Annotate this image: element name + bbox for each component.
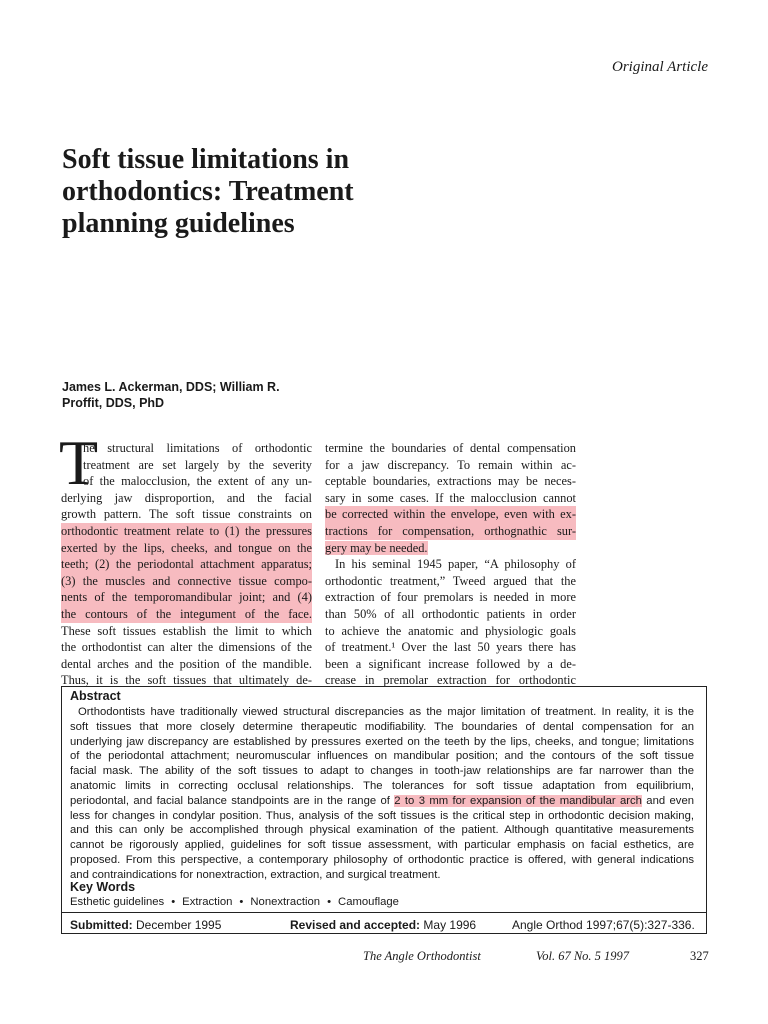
abstract-line: proposed. From this perspective, a contemporary philosophy of orthodontic practice is offered, with general indications	[70, 853, 694, 866]
body-line: crease in premolar extraction for orthodontic	[325, 673, 576, 688]
title-line: orthodontics: Treatment	[62, 176, 354, 207]
body-line	[325, 540, 576, 557]
body-line: of treatment.¹ Over the last 50 years there has	[325, 640, 576, 655]
abstract-line: anatomic limits in correcting occlusal relationships. The tolerances for soft tissue adaptation from equilibrium,	[70, 779, 694, 792]
article-type-label: Original Article	[612, 59, 708, 75]
highlighted-body-line: orthodontic treatment relate to (1) the pressures	[61, 523, 312, 538]
divider	[61, 912, 707, 913]
revised-label: Revised and accepted:	[290, 918, 421, 932]
body-line: of the malocclusion, the extent of any un-	[83, 474, 312, 489]
highlighted-body-line: teeth; (2) the periodontal attachment apparatus;	[61, 557, 312, 572]
body-column-left	[59, 427, 312, 689]
page-number: 327	[690, 949, 709, 963]
author-line: Proffit, DDS, PhD	[62, 396, 165, 410]
highlighted-phrase: gery may be needed.	[325, 540, 428, 555]
bullet-icon: •	[327, 896, 332, 908]
abstract-line: of the periodontal attachment; neuromuscular influences on mandibular position; and the contours of the soft tissue	[70, 750, 694, 763]
highlighted-body-line: nents of the temporomandibular joint; and (4)	[61, 590, 312, 605]
highlighted-body-line: (3) the muscles and connective tissue compo-	[61, 573, 312, 588]
drop-cap: T	[59, 427, 99, 498]
highlighted-phrase: 2 to 3 mm for expansion of the mandibular arch	[394, 794, 642, 807]
body-line: the orthodontist can alter the dimensions of the	[61, 640, 312, 655]
body-line: These soft tissues establish the limit to which	[61, 623, 312, 638]
abstract-line: less for changes in condylar position. Thus, analysis of the soft tissues is the critical step in orthodontic decision making,	[70, 809, 694, 822]
body-line: ceptable boundaries, extractions may be neces-	[325, 474, 576, 489]
abstract-line: underlying jaw discrepancy are established by pressures exerted on the teeth by the lips, cheeks, and tongue; limitations	[70, 735, 694, 748]
body-line: he structural limitations of orthodontic	[83, 441, 312, 455]
abstract-line: cannot be rigorously applied, guidelines for soft tissue assessment, with particular emphasis on facial esthetics, are	[70, 839, 694, 852]
keyword: Nonextraction	[250, 896, 321, 908]
revised-date: May 1996	[423, 918, 477, 932]
revised-info	[290, 918, 476, 932]
issue-info: Vol. 67 No. 5 1997	[536, 949, 630, 963]
abstract-body	[70, 705, 694, 883]
title-line: Soft tissue limitations in	[62, 144, 350, 175]
author-list	[62, 379, 362, 411]
highlighted-body-line: exerted by the lips, cheeks, and tongue on the	[61, 540, 312, 555]
abstract-line: facial mask. The ability of the soft tissues to adapt to changes in tooth-jaw relationships are far narrower than the	[70, 765, 694, 778]
body-column-right	[325, 440, 576, 689]
body-line: derlying jaw disproportion, and the facial	[61, 490, 312, 505]
abstract-line: periodontal, and facial balance standpoints are in the range of 2 to 3 mm for expansion of the mandibular arch and even	[70, 794, 695, 807]
body-line: Thus, it is the soft tissues that ultimately de-	[61, 673, 312, 688]
body-line: sary in some cases. If the malocclusion cannot	[325, 490, 576, 505]
submitted-info	[70, 918, 221, 932]
abstract-line: Orthodontists have traditionally viewed structural discrepancies as the major limitation of treatment. In reality, it is the	[78, 706, 694, 718]
journal-name: The Angle Orthodontist	[363, 949, 481, 963]
body-line: extraction of four premolars is needed in more	[325, 590, 576, 605]
bullet-icon: •	[239, 896, 244, 908]
bullet-icon: •	[171, 896, 176, 908]
abstract-line: and contraindications for nonextraction, extraction, and surgical treatment.	[70, 868, 441, 881]
body-line: dental arches and the position of the mandible.	[61, 656, 312, 671]
keyword: Esthetic guidelines	[70, 896, 165, 908]
body-line: to achieve the anatomic and physiologic goals	[325, 623, 576, 638]
body-line: growth pattern. The soft tissue constraints on	[61, 507, 312, 522]
body-line: orthodontic treatment,” Tweed argued that the	[325, 573, 576, 588]
body-line: treatment are set largely by the severity	[83, 457, 312, 472]
keywords-heading: Key Words	[70, 880, 136, 894]
keyword: Extraction	[182, 896, 233, 908]
abstract-line: soft tissues that more closely determine therapeutic modifiability. The boundaries of dental compensation for an	[70, 720, 694, 733]
body-line: In his seminal 1945 paper, “A philosophy of	[335, 557, 576, 572]
abstract-heading: Abstract	[70, 689, 121, 703]
highlighted-body-line: be corrected within the envelope, even with ex-	[325, 507, 576, 522]
article-title	[62, 144, 482, 240]
keywords-list	[70, 896, 399, 908]
highlighted-body-line: tractions for compensation, orthognathic sur-	[325, 523, 576, 538]
citation: Angle Orthod 1997;67(5):327-336.	[512, 918, 695, 932]
abstract-line: and this can only be accomplished through physical examination of the patient. Although quantitative measurements	[70, 824, 694, 837]
highlighted-body-line: the contours of the integument of the face.	[61, 606, 312, 621]
submitted-date: December 1995	[136, 918, 222, 932]
body-line: for a jaw discrepancy. To remain within ac-	[325, 457, 576, 472]
keyword: Camouflage	[338, 896, 399, 908]
body-line: termine the boundaries of dental compensation	[325, 441, 576, 455]
submitted-label: Submitted:	[70, 918, 133, 932]
author-line: James L. Ackerman, DDS; William R.	[62, 380, 280, 394]
title-line: planning guidelines	[62, 208, 295, 239]
body-line: been a significant increase followed by a de-	[325, 656, 576, 671]
body-line: than 50% of all orthodontic patients in order	[325, 606, 576, 621]
